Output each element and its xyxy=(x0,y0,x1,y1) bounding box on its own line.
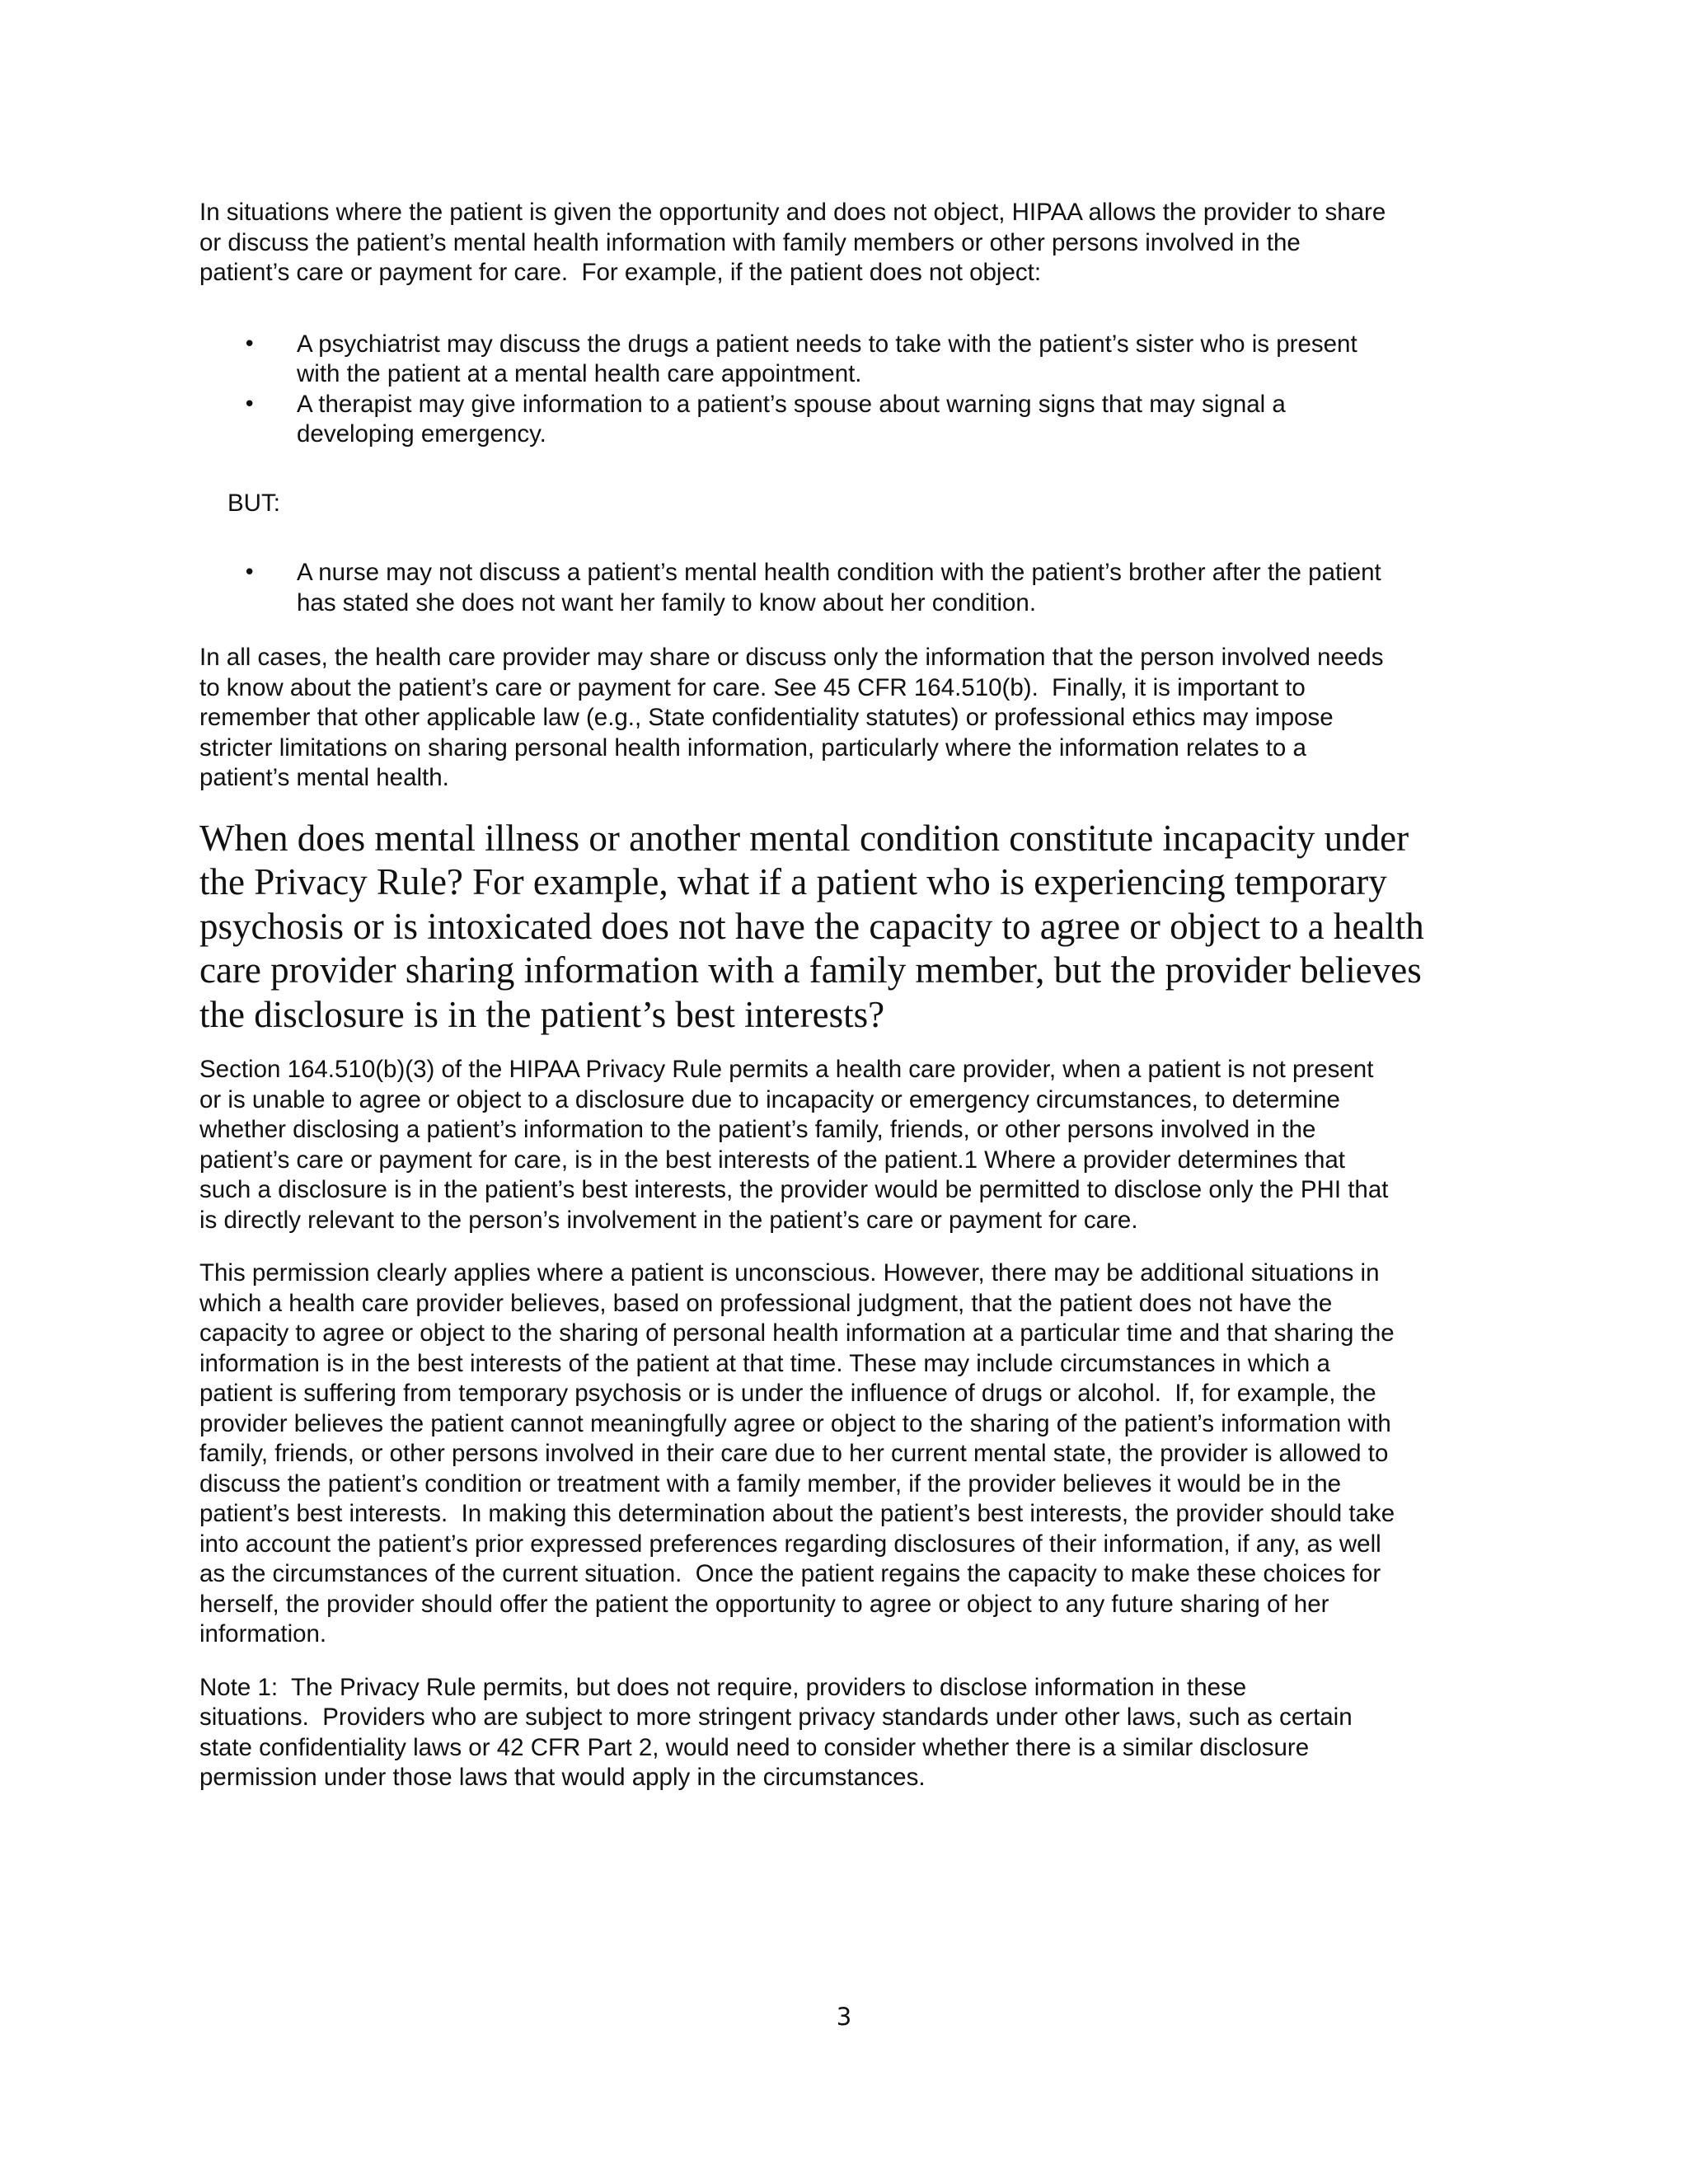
bullet-text: A psychiatrist may discuss the drugs a patient needs to take with the patient’s sister who is present with the patient at a mental health care appointment. xyxy=(297,330,1357,387)
bullet-text: A therapist may give information to a patient’s spouse about warning signs that may signal a developing emergency. xyxy=(297,390,1286,448)
disallowed-examples-list xyxy=(199,558,1493,618)
section-paragraph: Section 164.510(b)(3) of the HIPAA Privacy Rule permits a health care provider, when a patient is not present or is unable to agree or object to a disclosure due to incapacity or emergency circumstances, to determine whether disclosing a patient’s information to the patient’s family, friends, or other persons involved in the patient’s care or payment for care, is in the best interests of the patient.1 Where a provider determines that such a disclosure is in the patient’s best interests, the provider would be permitted to disclose only the PHI that is directly relevant to the person’s involvement in the patient’s care or payment for care. xyxy=(199,1056,1389,1234)
list-item xyxy=(199,390,1493,450)
all-cases-paragraph: In all cases, the health care provider may share or discuss only the information that the person involved needs to know about the patient’s care or payment for care. See 45 CFR 164.510(b). Finally, it is important to remember that other applicable law (e.g., State confidentiality statutes) or professional ethics may impose stricter limitations on sharing personal health information, particularly where the information relates to a patient’s mental health. xyxy=(199,644,1384,791)
bullet-icon: • xyxy=(243,560,256,585)
page-number: 3 xyxy=(836,2003,852,2031)
list-item xyxy=(199,330,1493,390)
page-content xyxy=(199,198,1493,1793)
permission-paragraph: This permission clearly applies where a patient is unconscious. However, there may be additional situations in which a health care provider believes, based on professional judgment, that the patient does not have the capacity to agree or object to the sharing of personal health information at a particular time and that sharing the information is in the best interests of the patient at that time. These may include circumstances in which a patient is suffering from temporary psychosis or is under the influence of drugs or alcohol. If, for example, the provider believes the patient cannot meaningfully agree or object to the sharing of the patient’s information with family, friends, or other persons involved in their care due to her current mental state, the provider is allowed to discuss the patient’s condition or treatment with a family member, if the provider believes it would be in the patient’s best interests. In making this determination about the patient’s best interests, the provider should take into account the patient’s prior expressed preferences regarding disclosures of their information, if any, as well as the circumstances of the current situation. Once the patient regains the capacity to make these choices for herself, the provider should offer the patient the opportunity to agree or object to any future sharing of her information. xyxy=(199,1259,1395,1647)
list-item xyxy=(199,558,1493,618)
bullet-icon: • xyxy=(243,331,256,357)
bullet-text: A nurse may not discuss a patient’s mental health condition with the patient’s brother after the patient has stated she does not want her family to know about her condition. xyxy=(297,559,1381,616)
note-paragraph: Note 1: The Privacy Rule permits, but does not require, providers to disclose information in these situations. Providers who are subject to more stringent privacy standards under other laws, such as certain state confidentiality laws or 42 CFR Part 2, would need to consider whether there is a similar disclosure permission under those laws that would apply in the circumstances. xyxy=(199,1673,1353,1791)
bullet-icon: • xyxy=(243,391,256,417)
intro-paragraph: In situations where the patient is given the opportunity and does not object, HIPAA allows the provider to share or discuss the patient’s mental health information with family members or other persons involved in the patient’s care or payment for care. For example, if the patient does not object: xyxy=(199,199,1386,286)
question-heading: When does mental illness or another mental condition constitute incapacity under the Privacy Rule? For example, what if a patient who is experiencing temporary psychosis or is intoxicated does not have the capacity to agree or object to a health care provider sharing information with a family member, but the provider believes the disclosure is in the patient’s best interests? xyxy=(199,817,1424,1035)
allowed-examples-list xyxy=(199,330,1493,450)
but-label: BUT: xyxy=(227,489,280,517)
